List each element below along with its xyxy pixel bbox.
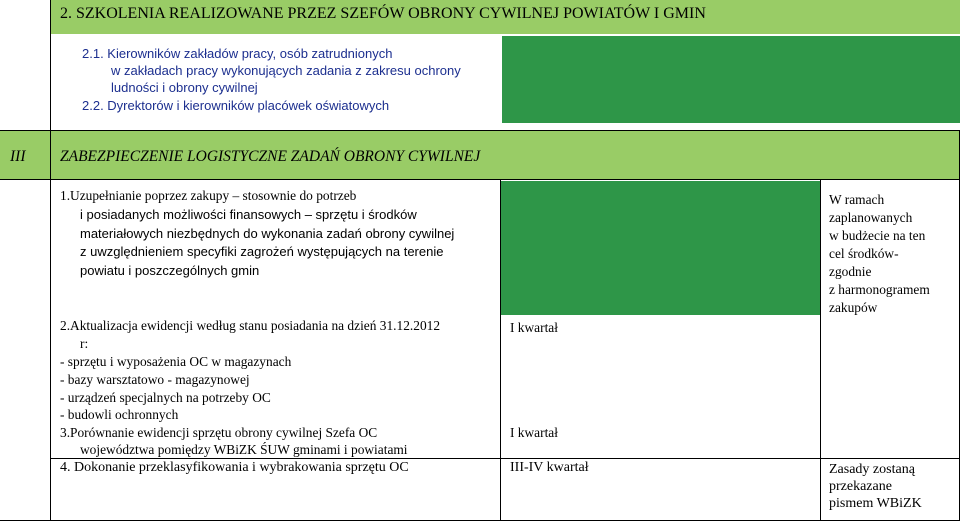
- task1-line-1: 1.Uzupełnianie poprzez zakupy – stosownie do potrzeb: [60, 188, 357, 203]
- section2-item-2-1: 2.1. Kierowników zakładów pracy, osób zatrudnionych: [82, 46, 393, 61]
- section2-green-block: [502, 36, 960, 123]
- task1-line-4: z uwzględnieniem specyfiki zagrożeń występujących na terenie: [80, 244, 444, 259]
- notes1-line-7: zakupów: [829, 300, 878, 315]
- task3-term: I kwartał: [510, 425, 558, 440]
- section3-title: ZABEZPIECZENIE LOGISTYCZNE ZADAŃ OBRONY CYWILNEJ: [60, 148, 481, 165]
- task3-line-2: województwa pomiędzy WBiZK ŚUW gminami i powiatami: [80, 442, 408, 457]
- task2-term: I kwartał: [510, 320, 558, 335]
- notes1-line-3: w budżecie na ten: [829, 228, 926, 243]
- notes4-line-3: pismem WBiZK: [829, 496, 922, 511]
- notes1-line-5: zgodnie: [829, 264, 872, 279]
- grid-left-line: [50, 0, 51, 521]
- task1-line-2: i posiadanych możliwości finansowych – sprzętu i środków: [80, 207, 417, 222]
- task2-line-5: - urządzeń specjalnych na potrzeby OC: [60, 390, 271, 405]
- notes1-line-6: z harmonogramem: [829, 282, 930, 297]
- task2-line-1: 2.Aktualizacja ewidencji według stanu posiadania na dzień 31.12.2012: [60, 318, 441, 333]
- task2-line-2: r:: [80, 336, 89, 351]
- notes4-line-1: Zasady zostaną: [829, 462, 915, 477]
- tasks-green-block: [501, 181, 820, 315]
- task3-line-1: 3.Porównanie ewidencji sprzętu obrony cywilnej Szefa OC: [60, 425, 378, 440]
- task1-line-5: powiatu i poszczególnych gmin: [80, 263, 260, 278]
- grid-col-line-2: [820, 180, 821, 521]
- task1-line-3: materiałowych niezbędnych do wykonania zadań obrony cywilnej: [80, 226, 455, 241]
- task2-line-4: - bazy warsztatowo - magazynowej: [60, 372, 250, 387]
- section3-header-top-border: [0, 130, 960, 131]
- section2-title: 2. SZKOLENIA REALIZOWANE PRZEZ SZEFÓW OBRONY CYWILNEJ POWIATÓW I GMIN: [60, 5, 706, 22]
- notes1-line-1: W ramach: [829, 192, 885, 207]
- task4-term: III-IV kwartał: [510, 460, 589, 475]
- section2-item-2-1-cont2: ludności i obrony cywilnej: [111, 80, 258, 95]
- section3-header-bottom-border: [0, 179, 960, 180]
- notes1-line-4: cel środków-: [829, 246, 899, 261]
- section3-number: III: [10, 148, 26, 165]
- section2-item-2-1-cont: w zakładach pracy wykonujących zadania z zakresu ochrony: [111, 63, 461, 78]
- notes4-line-2: przekazane: [829, 479, 892, 494]
- section2-item-2-2: 2.2. Dyrektorów i kierowników placówek oświatowych: [82, 98, 390, 113]
- task2-line-6: - budowli ochronnych: [60, 407, 179, 422]
- notes1-line-2: zaplanowanych: [829, 210, 913, 225]
- task2-line-3: - sprzętu i wyposażenia OC w magazynach: [60, 354, 292, 369]
- task4-text: 4. Dokonanie przeklasyfikowania i wybrakowania sprzętu OC: [60, 460, 409, 475]
